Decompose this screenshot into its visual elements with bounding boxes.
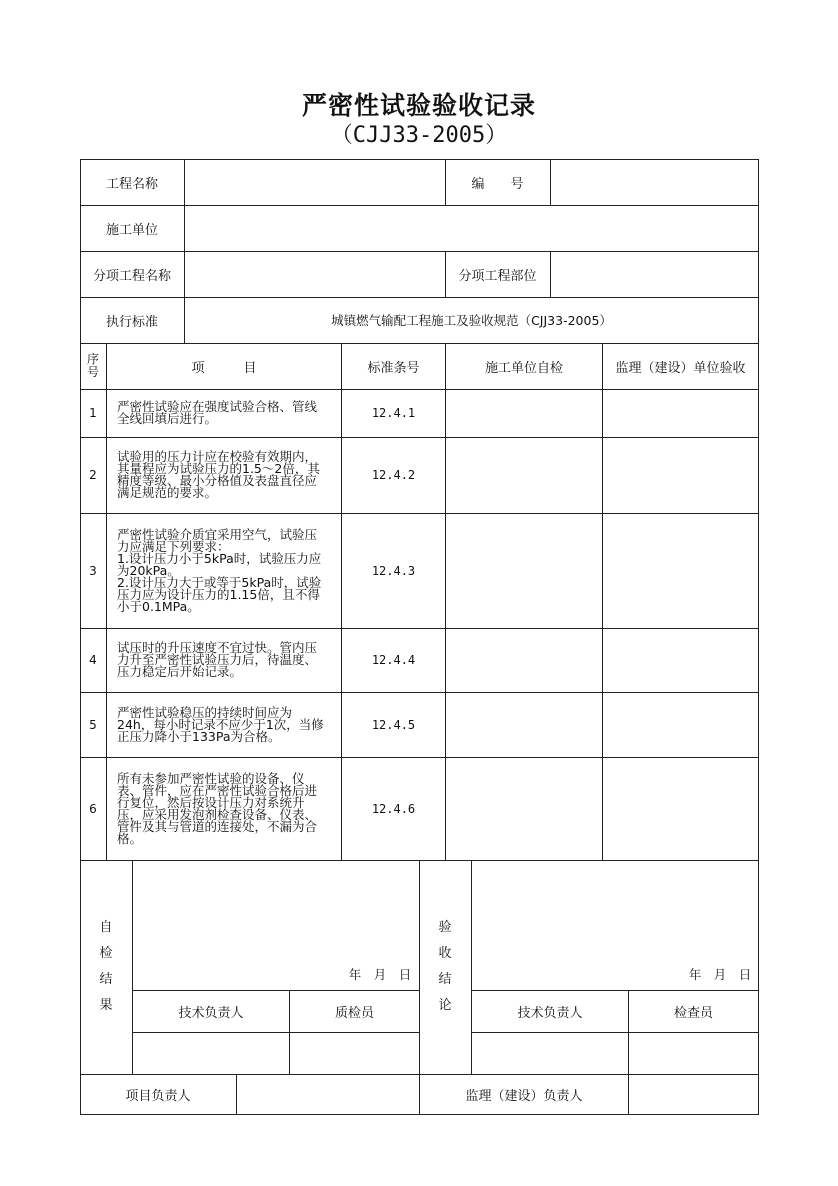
vertical-label-char: 收 <box>438 946 452 961</box>
row-acceptance-field[interactable] <box>603 628 758 692</box>
column-header-acceptance: 监理（建设）单位验收 <box>615 360 746 376</box>
row-number: 5 <box>89 717 97 732</box>
row-acceptance-field[interactable] <box>603 757 758 860</box>
vertical-label-char: 果 <box>99 998 113 1013</box>
document-title: 严密性试验验收记录 <box>301 91 536 120</box>
vertical-label-char: 验 <box>438 920 452 935</box>
tech-lead-left-label: 技术负责人 <box>178 1005 244 1021</box>
tech-lead-right-signature[interactable] <box>472 1033 628 1074</box>
row-item-text: 试验用的压力计应在校验有效期内，其量程应为试验压力的1.5～2倍，其精度等级、最小分格值及表盘直径应满足规范的要求。 <box>117 449 320 500</box>
inspector-signature[interactable] <box>629 1033 758 1074</box>
quality-inspector-signature[interactable] <box>290 1033 419 1074</box>
tech-lead-right-label: 技术负责人 <box>517 1005 583 1021</box>
row-acceptance-field[interactable] <box>603 389 758 437</box>
row-clause: 12.4.4 <box>371 653 416 667</box>
acceptance-conclusion-label <box>419 860 471 1074</box>
tech-lead-left-signature[interactable] <box>133 1033 289 1074</box>
vertical-label-char: 论 <box>438 998 452 1013</box>
column-header-item: 项 目 <box>191 360 257 376</box>
column-header-clause: 标准条号 <box>367 360 420 376</box>
construction-unit-field[interactable] <box>185 205 758 251</box>
row-acceptance-field[interactable] <box>603 692 758 757</box>
row-clause: 12.4.5 <box>371 717 416 732</box>
sub-project-part-label: 分项工程部位 <box>458 268 537 284</box>
document-subtitle: （CJJ33-2005） <box>330 123 508 148</box>
row-self-check-field[interactable] <box>446 389 602 437</box>
row-self-check-field[interactable] <box>446 628 602 692</box>
vertical-label-char: 结 <box>438 972 452 987</box>
row-number: 1 <box>89 406 97 420</box>
sub-project-label: 分项工程名称 <box>92 268 171 284</box>
self-check-result-label <box>80 860 132 1074</box>
standard-value: 城镇燃气输配工程施工及验收规范（CJJ33-2005） <box>331 313 612 328</box>
construction-unit-label: 施工单位 <box>105 222 158 238</box>
quality-inspector-label: 质检员 <box>334 1005 374 1021</box>
acceptance-date: 年 月 日 <box>688 967 752 982</box>
column-header-no <box>80 343 106 389</box>
row-number: 2 <box>89 468 97 482</box>
row-item-text: 所有未参加严密性试验的设备、仪表、管件，应在严密性试验合格后进行复位，然后按设计压力对系统升压，应采用发泡剂检查设备、仪表、管件及其与管道的连接处，不漏为合格。 <box>117 770 318 846</box>
sub-project-field[interactable] <box>185 251 445 297</box>
row-acceptance-field[interactable] <box>603 437 758 513</box>
number-label: 编 号 <box>471 176 524 192</box>
row-self-check-field[interactable] <box>446 513 602 628</box>
vertical-label-char: 检 <box>99 946 113 961</box>
row-clause: 12.4.3 <box>371 563 416 578</box>
row-item-text: 严密性试验稳压的持续时间应为24h，每小时记录不应少于1次，当修正压力降小于133Pa为合格。 <box>117 704 324 744</box>
row-self-check-field[interactable] <box>446 757 602 860</box>
column-header-no-text: 序 号 <box>86 352 99 379</box>
row-item-text: 严密性试验介质宜采用空气，试验压力应满足下列要求： 1.设计压力小于5kPa时，试验压力应为20kPa。 2.设计压力大于或等于5kPa时，试验压力应为设计压力的1.15倍，且不得小于0.1MPa。 <box>117 526 322 614</box>
vertical-label-char: 自 <box>99 920 113 935</box>
row-clause: 12.4.6 <box>371 801 416 816</box>
supervisor-manager-signature[interactable] <box>629 1074 758 1115</box>
row-acceptance-field[interactable] <box>603 513 758 628</box>
project-name-field[interactable] <box>185 159 445 205</box>
row-number: 3 <box>89 563 97 578</box>
row-number: 6 <box>89 801 97 816</box>
standard-label: 执行标准 <box>105 314 158 330</box>
row-number: 4 <box>89 653 97 667</box>
row-item-text: 严密性试验应在强度试验合格、管线全线回填后进行。 <box>117 399 318 426</box>
supervisor-manager-label: 监理（建设）负责人 <box>465 1089 583 1104</box>
sub-project-part-field[interactable] <box>551 251 758 297</box>
number-field[interactable] <box>551 159 758 205</box>
column-header-self-check: 施工单位自检 <box>484 360 563 376</box>
row-clause: 12.4.2 <box>371 468 416 482</box>
project-manager-label: 项目负责人 <box>125 1089 191 1104</box>
row-clause: 12.4.1 <box>371 406 416 420</box>
inspector-label: 检查员 <box>673 1005 713 1021</box>
row-self-check-field[interactable] <box>446 692 602 757</box>
project-manager-signature[interactable] <box>237 1074 419 1115</box>
self-check-date: 年 月 日 <box>348 967 412 982</box>
row-self-check-field[interactable] <box>446 437 602 513</box>
row-item-text: 试压时的升压速度不宜过快。管内压力升至严密性试验压力后，待温度、压力稳定后开始记录。 <box>117 640 318 679</box>
project-name-label: 工程名称 <box>105 176 158 192</box>
vertical-label-char: 结 <box>99 972 113 987</box>
